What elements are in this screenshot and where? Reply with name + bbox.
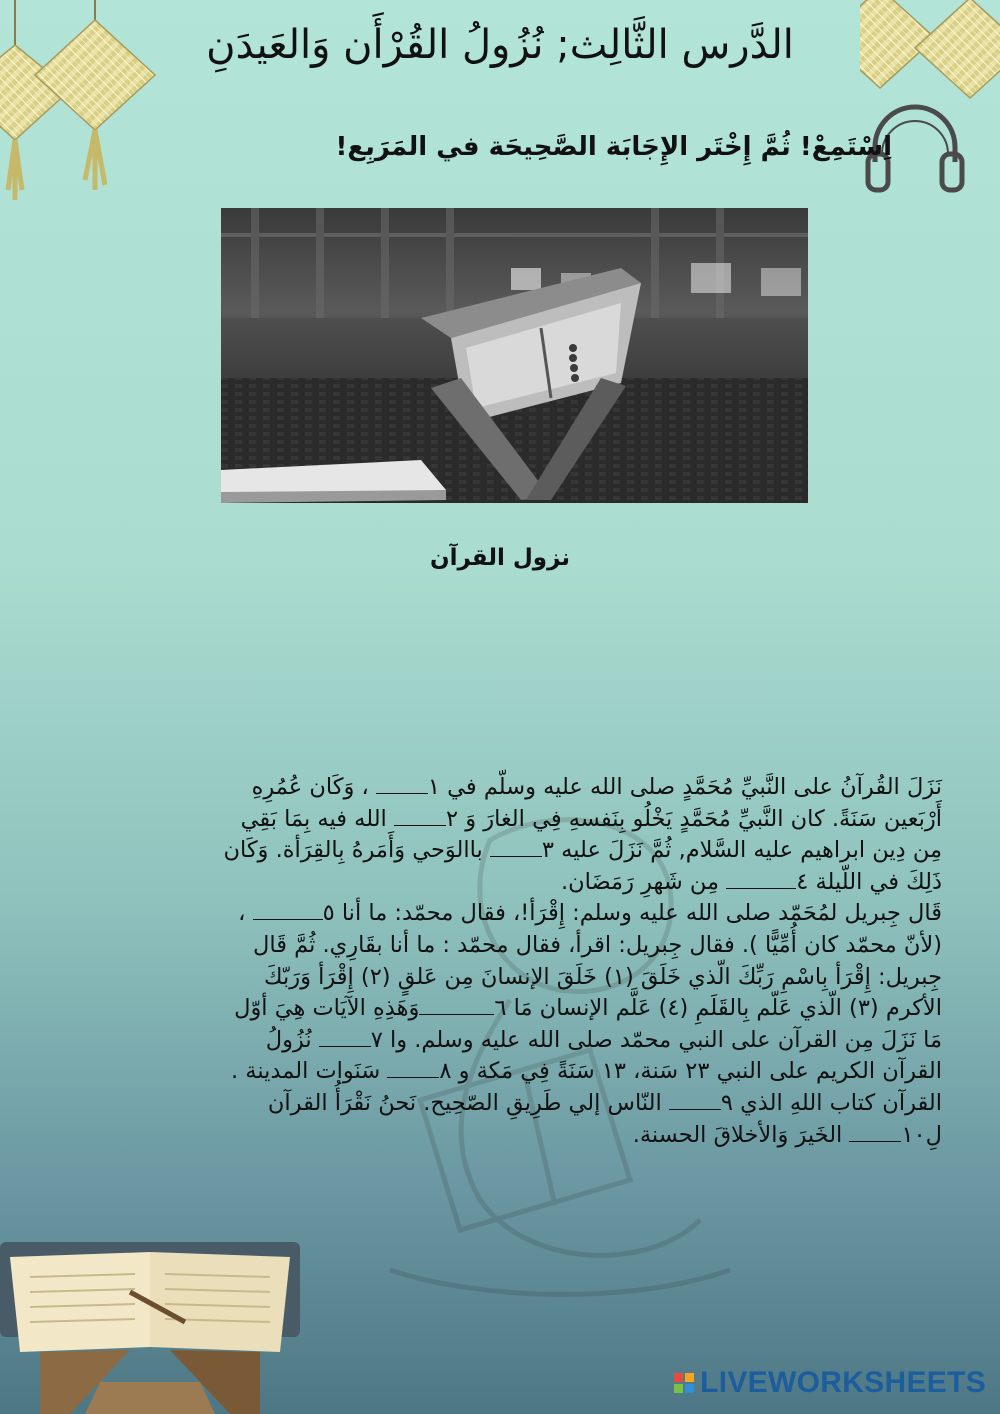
passage-text: أَرْبَعين سَنَةً. كان النَّبيِّ مُحَمَّدٍ يَخْلُو بِنَفسهِ فِي الغارَ وَ ٢ <box>445 805 942 832</box>
blank-10-input[interactable] <box>849 1123 901 1142</box>
passage-text: الله فيه بِمَا بَقِي <box>240 805 387 832</box>
passage-text: نُزُولُ <box>265 1026 312 1053</box>
passage-text: باالوَحي وَأَمَرهُ بِالقِرَأة. وَكَان <box>223 837 483 864</box>
blank-9-input[interactable] <box>669 1091 721 1110</box>
logo-square <box>685 1373 694 1382</box>
passage-text: مِن شَهرِ رَمَضَان. <box>560 868 720 895</box>
logo-square <box>674 1384 683 1393</box>
passage-line <box>62 898 942 930</box>
quran-book-icon <box>0 1232 330 1414</box>
passage-line <box>62 993 942 1025</box>
passage-text: النّاس إلي طَرِيقِ الصّحِيح. نَحنُ نَقْرَأُ القرآن <box>267 1089 662 1116</box>
passage-text: ، وَكَان عُمُرِهِ <box>251 774 369 800</box>
passage-line <box>62 1056 942 1088</box>
passage-line <box>62 867 942 899</box>
passage-text: ذَلِكَ في اللّيلة ٤ <box>796 868 942 895</box>
passage-text: قَال جِبريل لمُحَمّد صلى الله عليه وسلم: إِقْرَأ!، فقال محمّد: ما أنا ٥ <box>322 900 942 927</box>
blank-4-input[interactable] <box>726 870 796 889</box>
logo-square <box>674 1373 683 1382</box>
passage-text: مِن دِين ابراهيم عليه السَّلام, ثُمَّ نَزَلَ عليه ٣ <box>541 837 942 864</box>
passage-text: لِ١٠ <box>901 1121 942 1148</box>
logo-mark-icon <box>674 1373 694 1393</box>
passage-text: القرآن كتاب اللهِ الذي ٩ <box>720 1089 942 1116</box>
passage-line <box>62 1120 942 1152</box>
passage-text: سَنَوات المدينة . <box>230 1058 381 1085</box>
quran-on-rehal-photo <box>221 208 808 503</box>
liveworksheets-logo <box>674 1366 986 1400</box>
passage-line: جِبريل: إِقْرَأ بِاسْمِ رَبِّكَ الّذي خَلَقَ (١) خَلَقَ الإنسانَ مِن عَلقٍ (٢) إِقْرَأ وَرَبّكَ <box>263 963 942 990</box>
passage-text: وَهَذِهِ الآيَات هِيَ أوّل <box>234 995 420 1022</box>
passage-text: الخَيرَ وَالأخلاقَ الحسنة. <box>632 1121 843 1148</box>
passage-line <box>62 772 942 804</box>
passage-text: القرآن الكريم على النبي ٢٣ سَنة، ١٣ سَنَةً فِي مَكة و ٨ <box>439 1058 942 1085</box>
passage-line: (لأنّ محمّد كان أُمِّيًّا ). فقال جِبريل: اقرأ، فقال محمّد : ما أنا بقَارِي. ثُمَّ قَال <box>253 931 942 958</box>
passage-text: نَزَلَ القُرآنُ على النَّبيِّ مُحَمَّدٍ صلى الله عليه وسلّم في ١ <box>427 774 942 800</box>
passage-text: الأكرم (٣) الّذي عَلّم بِالقَلَمِ (٤) عَلَّم الإنسان مَا ٦ <box>494 995 942 1022</box>
passage-line <box>62 1088 942 1120</box>
logo-square <box>685 1384 694 1393</box>
logo-text: LIVEWORKSHEETS <box>700 1366 986 1399</box>
passage-text: مَا نَزَلَ مِن القرآن على النبي محمّد صلى الله عليه وسلم. وا ٧ <box>370 1026 942 1053</box>
reading-passage <box>62 772 942 1151</box>
blank-5-input[interactable] <box>253 901 323 920</box>
passage-line <box>62 804 942 836</box>
blank-6-input[interactable] <box>419 996 494 1015</box>
lesson-title: الدَّرس الثَّالِث; نُزُولُ القُرْأَن وَالعَيدَنِ <box>206 22 794 68</box>
image-caption: نزول القرآن <box>429 545 571 571</box>
blank-3-input[interactable] <box>490 838 542 857</box>
passage-line <box>62 835 942 867</box>
blank-8-input[interactable] <box>387 1059 439 1078</box>
blank-1-input[interactable] <box>376 775 428 794</box>
blank-7-input[interactable] <box>319 1028 371 1047</box>
instruction-text: اِسْتَمِعْ! ثُمَّ إِخْتَر الإِجَابَة الصَّحِيحَة في المَرَبِع! <box>335 132 892 162</box>
passage-text: ، <box>238 900 246 927</box>
blank-2-input[interactable] <box>394 807 446 826</box>
passage-line <box>62 1025 942 1057</box>
